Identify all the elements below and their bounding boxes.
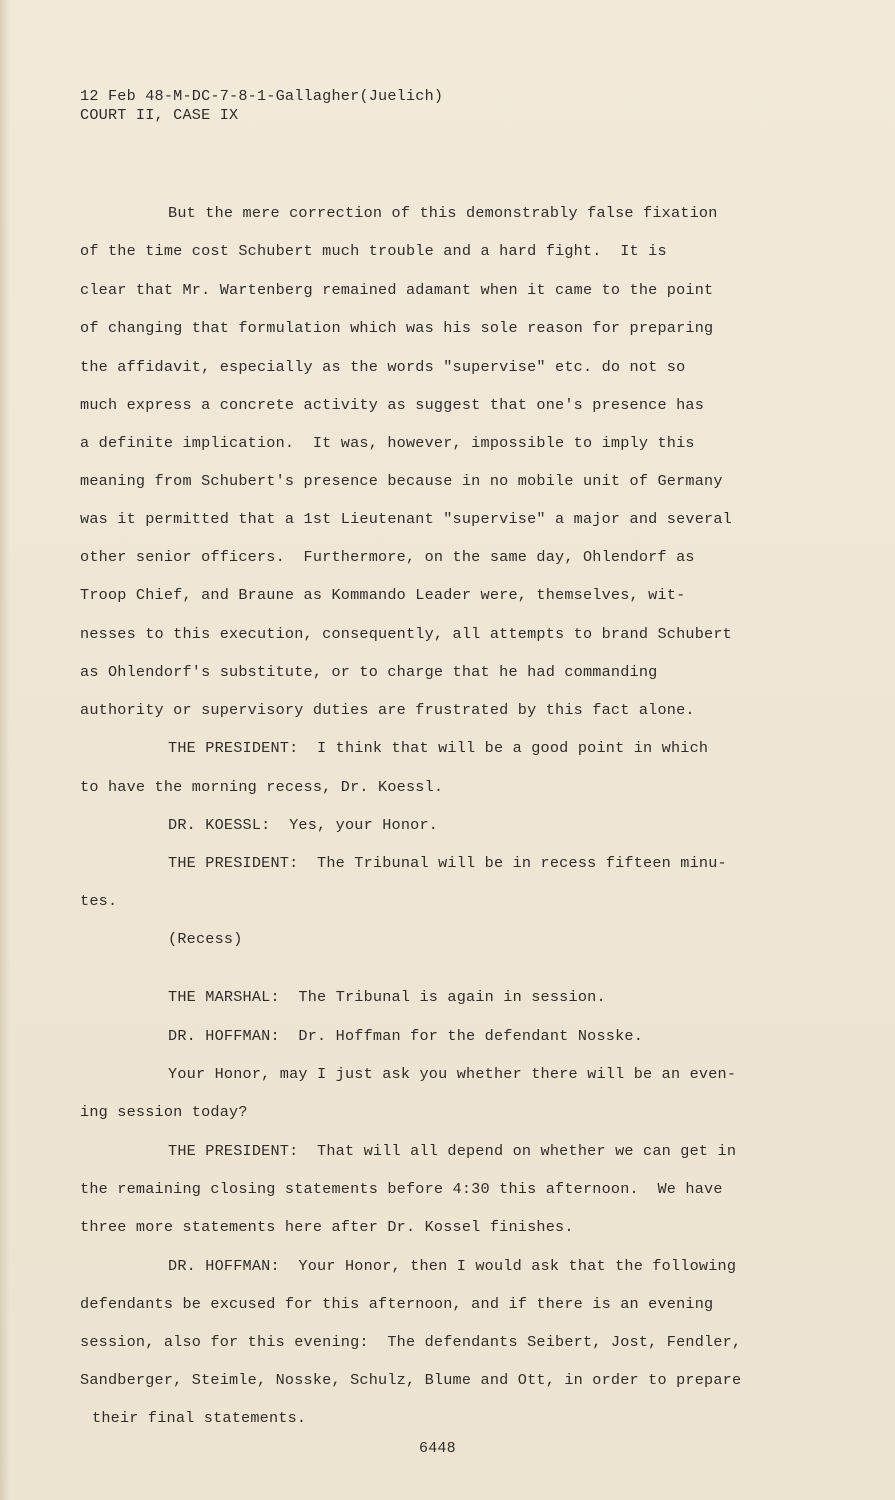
text-line: ing session today? xyxy=(80,1103,248,1121)
speaker-line: DR. HOFFMAN: Dr. Hoffman for the defendant Nosske. xyxy=(168,1027,644,1045)
speaker-line: DR. KOESSL: Yes, your Honor. xyxy=(168,816,439,834)
text-line: of the time cost Schubert much trouble and a hard fight. It is xyxy=(80,242,667,260)
header-line-1: 12 Feb 48-M-DC-7-8-1-Gallagher(Juelich) xyxy=(80,87,444,105)
speaker-line: THE PRESIDENT: That will all depend on whether we can get in xyxy=(168,1142,737,1160)
text-line: But the mere correction of this demonstrably false fixation xyxy=(168,204,718,222)
recess-note: (Recess) xyxy=(168,930,243,948)
text-line: of changing that formulation which was his sole reason for preparing xyxy=(80,319,714,337)
text-line: other senior officers. Furthermore, on the same day, Ohlendorf as xyxy=(80,548,695,566)
speaker-line: THE MARSHAL: The Tribunal is again in session. xyxy=(168,988,606,1006)
text-line: as Ohlendorf's substitute, or to charge that he had commanding xyxy=(80,663,658,681)
text-line: their final statements. xyxy=(92,1409,307,1427)
text-line: much express a concrete activity as suggest that one's presence has xyxy=(80,396,705,414)
text-line: nesses to this execution, consequently, all attempts to brand Schubert xyxy=(80,625,732,643)
text-line: defendants be excused for this afternoon, and if there is an evening xyxy=(80,1295,714,1313)
text-line: tes. xyxy=(80,892,118,910)
text-line: Troop Chief, and Braune as Kommando Leader were, themselves, wit- xyxy=(80,586,686,604)
text-line: the remaining closing statements before 4:30 this afternoon. We have xyxy=(80,1180,723,1198)
text-line: authority or supervisory duties are frustrated by this fact alone. xyxy=(80,701,695,719)
text-line: session, also for this evening: The defendants Seibert, Jost, Fendler, xyxy=(80,1333,742,1351)
page-number: 6448 xyxy=(419,1440,456,1457)
text-line: to have the morning recess, Dr. Koessl. xyxy=(80,778,444,796)
speaker-line: THE PRESIDENT: The Tribunal will be in recess fifteen minu- xyxy=(168,854,727,872)
text-line: a definite implication. It was, however, impossible to imply this xyxy=(80,434,695,452)
speaker-line: THE PRESIDENT: I think that will be a good point in which xyxy=(168,739,709,757)
text-line: was it permitted that a 1st Lieutenant "supervise" a major and several xyxy=(80,510,732,528)
text-line: clear that Mr. Wartenberg remained adamant when it came to the point xyxy=(80,281,714,299)
text-line: Your Honor, may I just ask you whether there will be an even- xyxy=(168,1065,737,1083)
text-line: Sandberger, Steimle, Nosske, Schulz, Blume and Ott, in order to prepare xyxy=(80,1371,742,1389)
text-line: three more statements here after Dr. Kossel finishes. xyxy=(80,1218,574,1236)
speaker-line: DR. HOFFMAN: Your Honor, then I would ask that the following xyxy=(168,1257,737,1275)
text-line: meaning from Schubert's presence because in no mobile unit of Germany xyxy=(80,472,723,490)
header-line-2: COURT II, CASE IX xyxy=(80,106,239,124)
text-line: the affidavit, especially as the words "supervise" etc. do not so xyxy=(80,358,686,376)
